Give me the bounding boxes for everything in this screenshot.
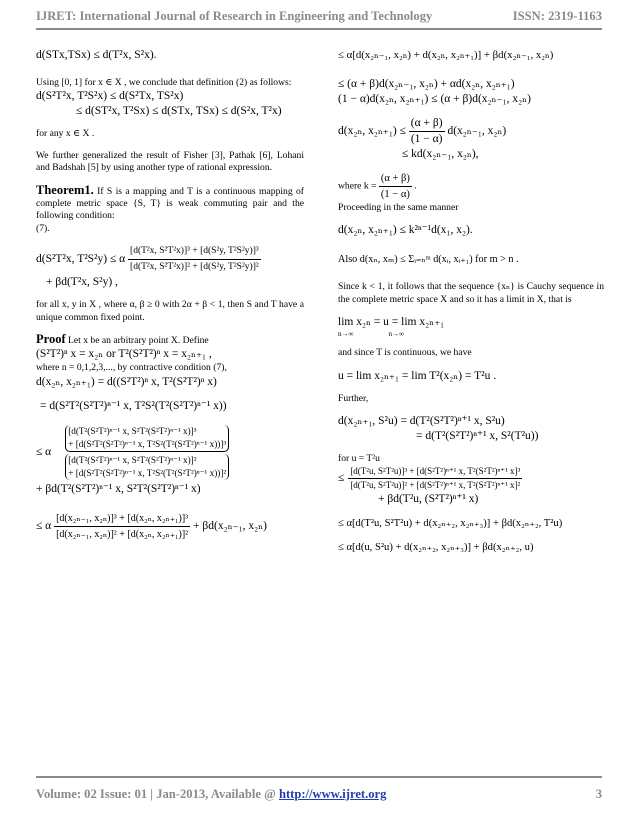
eq-r1: ≤ α[d(x₂ₙ₋₁, x₂ₙ) + d(x₂ₙ, x₂ₙ₊₁)] + βd(x₂ₙ₋₁, x₂ₙ) [338, 49, 554, 61]
eq-h1: ≤ α[d(T²u, S²T²u) + d(x₂ₙ₊₂, x₂ₙ₊₃)] + βd(x₂ₙ₊₂, T²u) [338, 518, 563, 530]
eq-simplified: ≤ α $\frac{\text{[d(x₂ₙ₋₁, x₂ₙ)]³ + [d(x₂ₙ, x₂ₙ₊₁)]³}}{\text{[d(x₂ₙ₋₁, x₂ₙ)]² + [d(x₂ₙ, x₂ₙ₊₁)]²}}$ + βd(x₂ₙ₋₁, x₂ₙ) [36, 512, 267, 540]
paragraph-proceeding: Proceeding in the same manner [338, 202, 459, 213]
eq-sequence-def: (S²T²)ⁿ x = x₂ₙ or T²(S²T²)ⁿ x = x₂ₙ₊₁ , [36, 348, 212, 361]
eq-r4: d(x₂ₙ, x₂ₙ₊₁) ≤ $\frac{(\alpha + \beta)}{(1 - \alpha)}$ d(x₂ₙ₋₁, x₂ₙ) [338, 117, 507, 145]
eq-weak-commuting: d(STx,TSx) ≤ d(T²x, S²x). [36, 49, 157, 61]
paragraph-using: Using [0, 1] for x ∈ X , we conclude that definition (2) as follows: [36, 77, 292, 88]
paragraph-continuous: and since T is continuous, we have [338, 347, 472, 359]
eq-h2: ≤ α[d(u, S²u) + d(x₂ₙ₊₂, x₂ₙ₊₃)] + βd(x₂ₙ₊₂, u) [338, 542, 534, 554]
eq-big-fraction: ≤ α [d(T²(S²T²)ⁿ⁻¹ x, S²T²(S²T²)ⁿ⁻¹ x)]³ + [d(S²T²(S²T²)ⁿ⁻¹ x, T²S²(T²(S²T²)ⁿ⁻¹ x))]³ [d(T²(S²T²)ⁿ⁻¹ x, S²T²(S²T²)ⁿ⁻¹ x)]² + [d(S²T²(S²T²)ⁿ⁻¹ x, T²S²(T²(S²T²)ⁿ⁻¹ x))]² [36, 423, 304, 482]
footer-volume: Volume: 02 Issue: 01 | Jan-2013, Available @ [36, 787, 276, 801]
eq-distance-expand: = d(S²T²(S²T²)ⁿ⁻¹ x, T²S²(T²(S²T²)ⁿ⁻¹ x)) [40, 399, 227, 412]
header-rule [36, 28, 602, 30]
eq-f2: = d(T²(S²T²)ⁿ⁺¹ x, S²(T²u)) [416, 430, 539, 443]
right-column [338, 48, 604, 555]
eq-r3: (1 − α)d(x₂ₙ, x₂ₙ₊₁) ≤ (α + β)d(x₂ₙ₋₁, x₂ₙ) [338, 93, 531, 105]
issn: ISSN: 2319-1163 [512, 9, 602, 23]
paragraph-further: Further, [338, 392, 369, 404]
eq-definition-line1: d(S²T²x, T²S²x) ≤ d(S²Tx, TS²x) [36, 90, 184, 103]
condition-ref: (7). [36, 222, 50, 234]
eq-g-tail: + βd(T²u, (S²T²)ⁿ⁺¹ x) [378, 493, 479, 506]
limit-subscripts: n→∞ n→∞ [338, 330, 404, 339]
paragraph-for-any: for any x ∈ X . [36, 128, 95, 140]
journal-link[interactable]: http://www.ijret.org [278, 787, 387, 801]
theorem-label: Theorem1. [36, 182, 94, 197]
eq-f1: d(x₂ₙ₊₁, S²u) = d(T²(S²T²)ⁿ⁺¹ x, S²u) [338, 415, 505, 428]
eq-contractive-tail: + βd(T²x, S²y) , [46, 276, 118, 289]
eq-r2: ≤ (α + β)d(x₂ₙ₋₁, x₂ₙ) + αd(x₂ₙ, x₂ₙ₊₁) [338, 78, 515, 90]
eq-definition-line2: ≤ d(ST²x, T²Sx) ≤ d(STx, TSx) ≤ d(S²x, T²x) [76, 105, 282, 118]
eq-distance-start: d(x₂ₙ, x₂ₙ₊₁) = d((S²T²)ⁿ x, T²(S²T²)ⁿ x) [36, 375, 217, 388]
eq-r5: ≤ kd(x₂ₙ₋₁, x₂ₙ), [402, 148, 479, 160]
proof-intro: Proof Let x be an arbitrary point X. Define [36, 332, 209, 347]
eq-also-sum: Also d(xₙ, xₘ) ≤ Σᵢ₌ₙᵐ d(xᵢ, xᵢ₊₁) for m > n . [338, 254, 519, 266]
footer-rule [36, 776, 602, 778]
k-definition: where k = $\frac{(\alpha + \beta)}{(1 - \alpha)}$ . [338, 173, 417, 200]
journal-title: IJRET: International Journal of Research in Engineering and Technology [36, 9, 433, 23]
running-footer [36, 787, 602, 802]
eq-limit: lim x₂ₙ = u = lim x₂ₙ₊₁ [338, 316, 445, 329]
paragraph-generalized: We further generalized the result of Fisher [3], Pathak [6], Lohani and Badshah [5] by using another type of rational expression. [36, 149, 304, 174]
eq-r6: d(x₂ₙ, x₂ₙ₊₁) ≤ k²ⁿ⁻¹d(x₁, x₂). [338, 224, 473, 237]
paragraph-where-n: where n = 0,1,2,3,..., by contractive condition (7), [36, 362, 227, 374]
paragraph-cauchy: Since k < 1, it follows that the sequence {xₙ} is Cauchy sequence in the complete metric space X and so it has a limit in X, that is [338, 281, 604, 305]
eq-g-fraction: ≤ $\frac{\text{[d(T²u, S²T²u)]³ + [d(S²T²)ⁿ⁺¹ x, T²(S²T²)ⁿ⁺¹ x]³}}{\text{[d(T²u, S²T²u)]² + [d(S²T²)ⁿ⁺¹ x, T²(S²T²)ⁿ⁺¹ x]²}}$ [338, 466, 521, 491]
running-header [36, 9, 602, 29]
paragraph-for-all: for all x, y in X , where α, β ≥ 0 with 2α + β < 1, then S and T have a unique common fixed point. [36, 299, 304, 323]
page-number: 3 [595, 787, 602, 801]
paragraph-for-u: for u = T²u [338, 453, 380, 465]
eq-u-limit: u = lim x₂ₙ₊₁ = lim T²(x₂ₙ) = T²u . [338, 369, 497, 382]
eq-beta-term: + βd(T²(S²T²)ⁿ⁻¹ x, S²T²(S²T²)ⁿ⁻¹ x) [36, 482, 201, 495]
proof-label: Proof [36, 332, 66, 347]
left-column [36, 48, 304, 542]
eq-contractive-condition: d(S²T²x, T²S²y) ≤ α $\frac{\text{[d(T²x, S²T²x)]³ + [d(S²y, T²S²y)]³}}{\text{[d(T²x, S²T²x)]² + [d(S²y, T²S²y)]²}}$ [36, 246, 259, 273]
theorem-statement: Theorem1. If S is a mapping and T is a continuous mapping of complete metric space {S, T} is weak commuting pair and the following condition: [36, 182, 304, 222]
